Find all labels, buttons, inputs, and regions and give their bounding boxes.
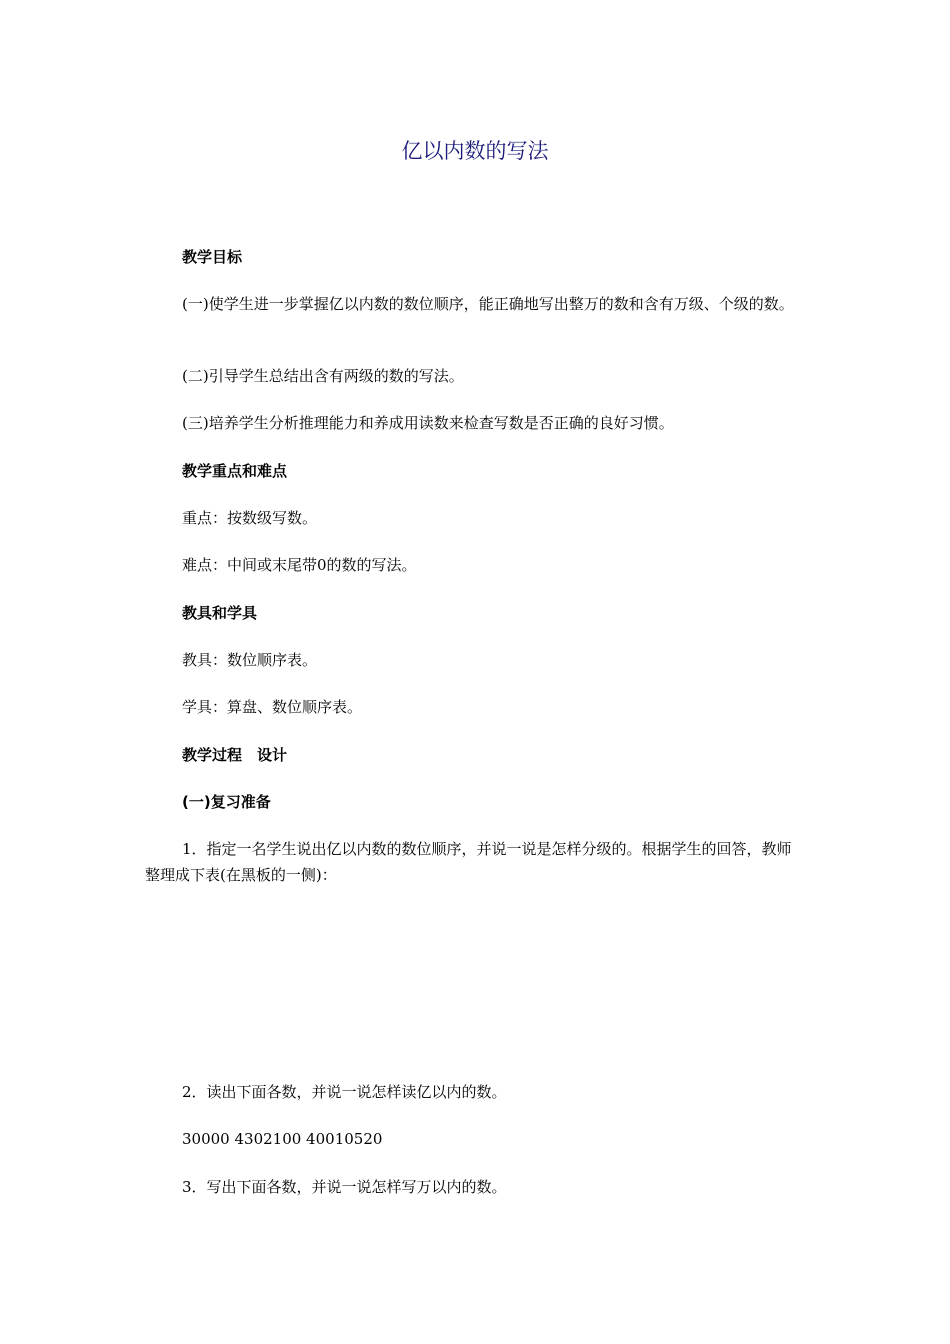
paragraph-teacher-aids: 教具：数位顺序表。 <box>182 651 318 669</box>
heading-teaching-process: 教学过程 设计 <box>182 746 288 764</box>
paragraph-goal-3: (三)培养学生分析推理能力和养成用读数来检查写数是否正确的良好习惯。 <box>182 414 674 432</box>
paragraph-step-2: 2．读出下面各数，并说一说怎样读亿以内的数。 <box>182 1083 507 1101</box>
heading-teaching-aids: 教具和学具 <box>182 604 258 622</box>
paragraph-goal-1: (一)使学生进一步掌握亿以内数的数位顺序，能正确地写出整万的数和含有万级、个级的数。 <box>182 295 794 313</box>
paragraph-key-point: 重点：按数级写数。 <box>182 509 318 527</box>
document-title: 亿以内数的写法 <box>401 139 549 163</box>
paragraph-step-1: 1．指定一名学生说出亿以内数的数位顺序，并说一说是怎样分级的。根据学生的回答，教师整理成下表(在黑板的一侧)： <box>145 840 792 884</box>
paragraph-student-aids: 学具：算盘、数位顺序表。 <box>182 698 363 716</box>
paragraph-difficulty: 难点：中间或末尾带0的数的写法。 <box>182 556 417 574</box>
heading-teaching-goals: 教学目标 <box>182 248 243 266</box>
paragraph-step-3: 3．写出下面各数，并说一说怎样写万以内的数。 <box>182 1178 507 1196</box>
heading-review: (一)复习准备 <box>182 793 271 811</box>
paragraph-goal-2: (二)引导学生总结出含有两级的数的写法。 <box>182 367 464 385</box>
heading-key-points: 教学重点和难点 <box>182 462 288 480</box>
paragraph-numbers: 30000 4302100 40010520 <box>182 1130 383 1148</box>
